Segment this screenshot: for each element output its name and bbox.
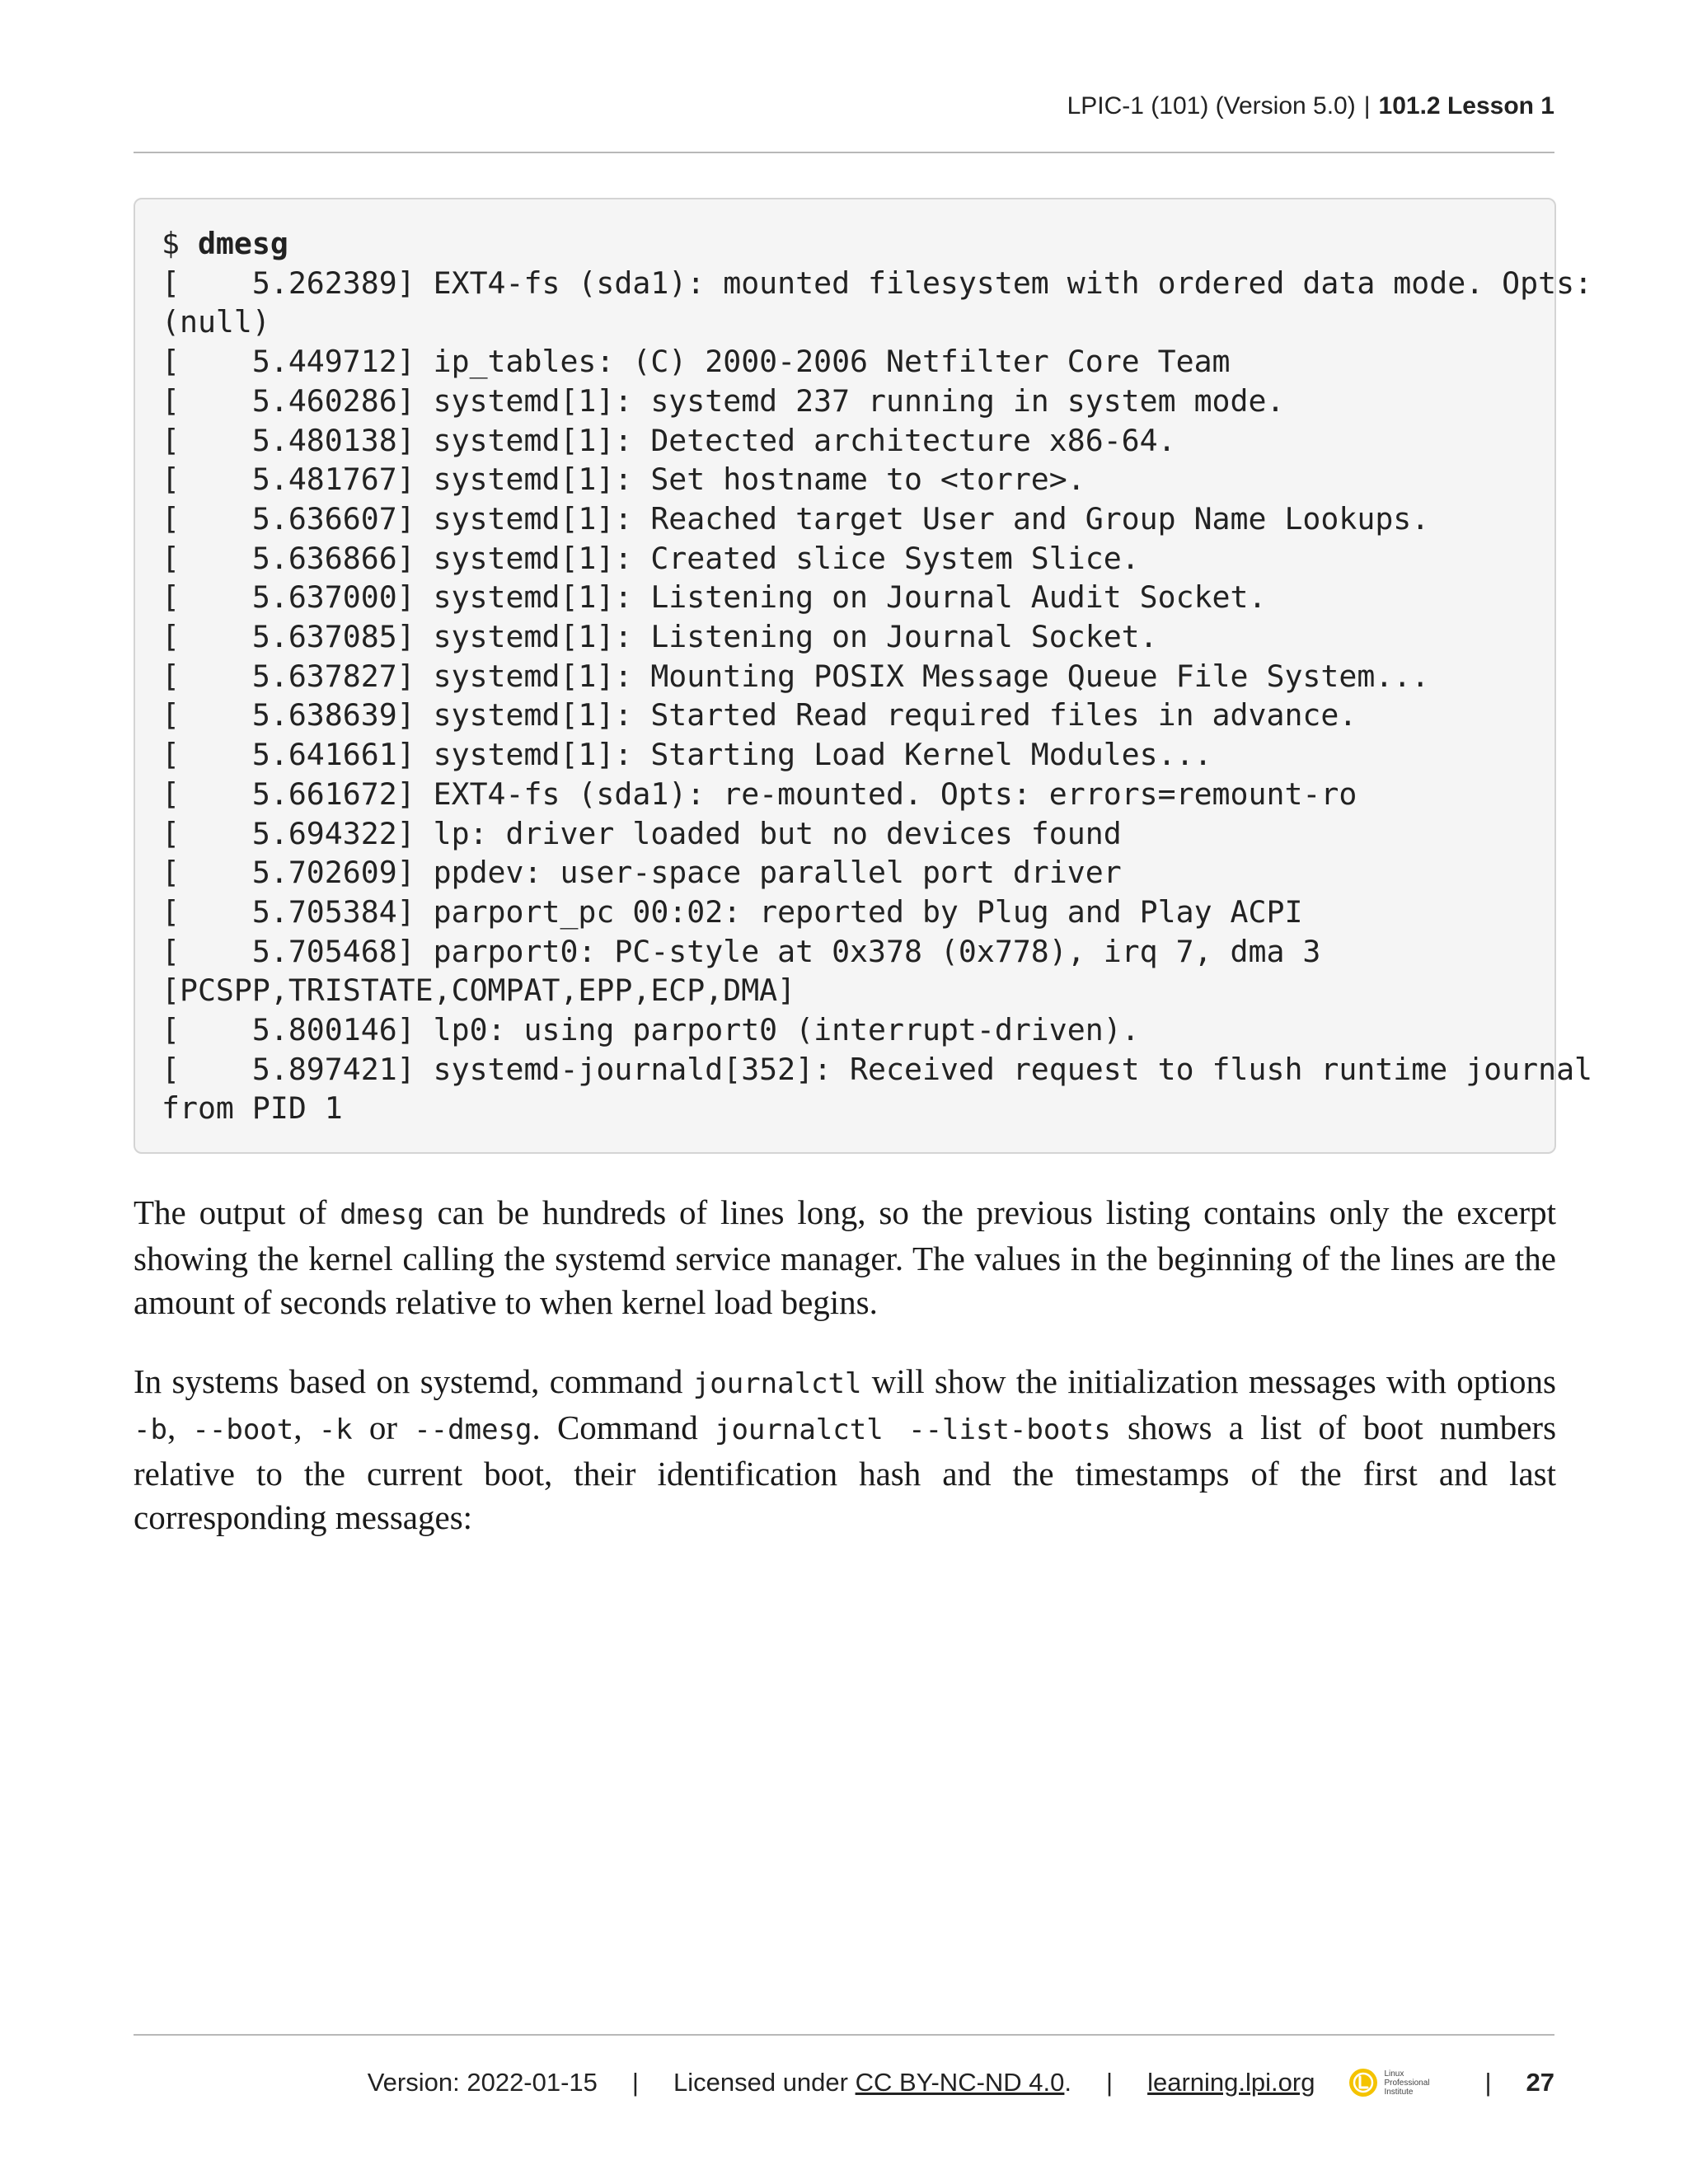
text-run: In systems based on systemd, command (134, 1362, 693, 1400)
license-link[interactable]: CC BY-NC-ND 4.0 (855, 2068, 1065, 2097)
code-block (162, 224, 1593, 1128)
text-run: can be hundreds of lines long, so the previous listing contains only the excerpt showing the kernel calling the systemd service manager. The values in the beginning of the lines are the amount of seconds relative to when kernel load begins. (134, 1193, 1556, 1321)
inline-code-list-boots: journalctl --list-boots (714, 1413, 1111, 1446)
paragraph-dmesg-explanation (134, 1191, 1556, 1324)
text-run: , (293, 1408, 319, 1446)
text-run: or (352, 1408, 415, 1446)
command-text: dmesg (197, 226, 288, 261)
footer-separator: | (1106, 2068, 1114, 2097)
license-period: . (1064, 2068, 1072, 2097)
footer-separator: | (1484, 2068, 1492, 2097)
lesson-title: 101.2 Lesson 1 (1378, 92, 1554, 120)
text-run: The output of (134, 1193, 340, 1231)
page-header (134, 92, 1554, 153)
lpi-logo-icon (1348, 2067, 1379, 2098)
inline-code-journalctl: journalctl (692, 1367, 862, 1400)
lpi-logo (1348, 2067, 1450, 2098)
paragraph-journalctl-explanation (134, 1360, 1556, 1540)
text-run: , (166, 1408, 193, 1446)
footer-separator: | (631, 2068, 639, 2097)
site-link[interactable]: learning.lpi.org (1147, 2068, 1315, 2097)
command-output: [ 5.262389] EXT4-fs (sda1): mounted filesystem with ordered data mode. Opts: (null) [ 5.449712] ip_tables: (C) 2000-2006 Netfilter Core Team [ 5.460286] systemd[1]: systemd 237 running in system mode. [ 5.480138] systemd[1]: Detected architecture x86-64. [ 5.481767] systemd[1]: Set hostname to <torre>. [ 5.636607] systemd[1]: Reached target User and Group Name Lookups. [ 5.636866] systemd[1]: Created slice System Slice. [ 5.637000] systemd[1]: Listening on Journal Audit Socket. [ 5.637085] systemd[1]: Listening on Journal Socket. [ 5.637827] systemd[1]: Mounting POSIX Message Queue File System... [ 5.638639] systemd[1]: Started Read required files in advance. [ 5.641661] systemd[1]: Starting Load Kernel Modules... [ 5.661672] EXT4-fs (sda1): re-mounted. Opts: errors=remount-ro [ 5.694322] lp: driver loaded but no devices found [ 5.702609] ppdev: user-space parallel port driver [ 5.705384] parport_pc 00:02: reported by Plug and Play ACPI [ 5.705468] parport0: PC-style at 0x378 (0x778), irq 7, dma 3 [PCSPP,TRISTATE,COMPAT,EPP,ECP,DMA] [ 5.800146] lp0: using parport0 (interrupt-driven). [ 5.897421] systemd-journald[352]: Received request to flush runtime journal from PID 1 (162, 265, 1593, 1127)
license-prefix: Licensed under (673, 2068, 856, 2097)
page-number: 27 (1526, 2068, 1554, 2097)
inline-code-dmesg: dmesg (340, 1198, 424, 1231)
logo-wordmark: Linux Professional Institute (1384, 2069, 1430, 2097)
header-separator: | (1363, 92, 1371, 120)
shell-prompt: $ (162, 226, 198, 261)
version-label: Version: 2022-01-15 (367, 2068, 598, 2097)
code-listing (134, 198, 1593, 1154)
course-title: LPIC-1 (101) (Version 5.0) (1067, 92, 1356, 120)
text-run: will show the initialization messages with options (861, 1362, 1557, 1400)
inline-code-boot: --boot (192, 1413, 294, 1446)
inline-code-b: -b (134, 1413, 167, 1446)
inline-code-dmesg-option: --dmesg (414, 1413, 532, 1446)
page-footer (134, 2034, 1554, 2111)
text-run: shows a list of boot numbers relative to the current boot, their identification hash and the timestamps of the first and last corresponding messages: (134, 1408, 1557, 1536)
inline-code-k: -k (318, 1413, 353, 1446)
license-text (673, 2068, 1071, 2097)
text-run: . Command (532, 1408, 715, 1446)
